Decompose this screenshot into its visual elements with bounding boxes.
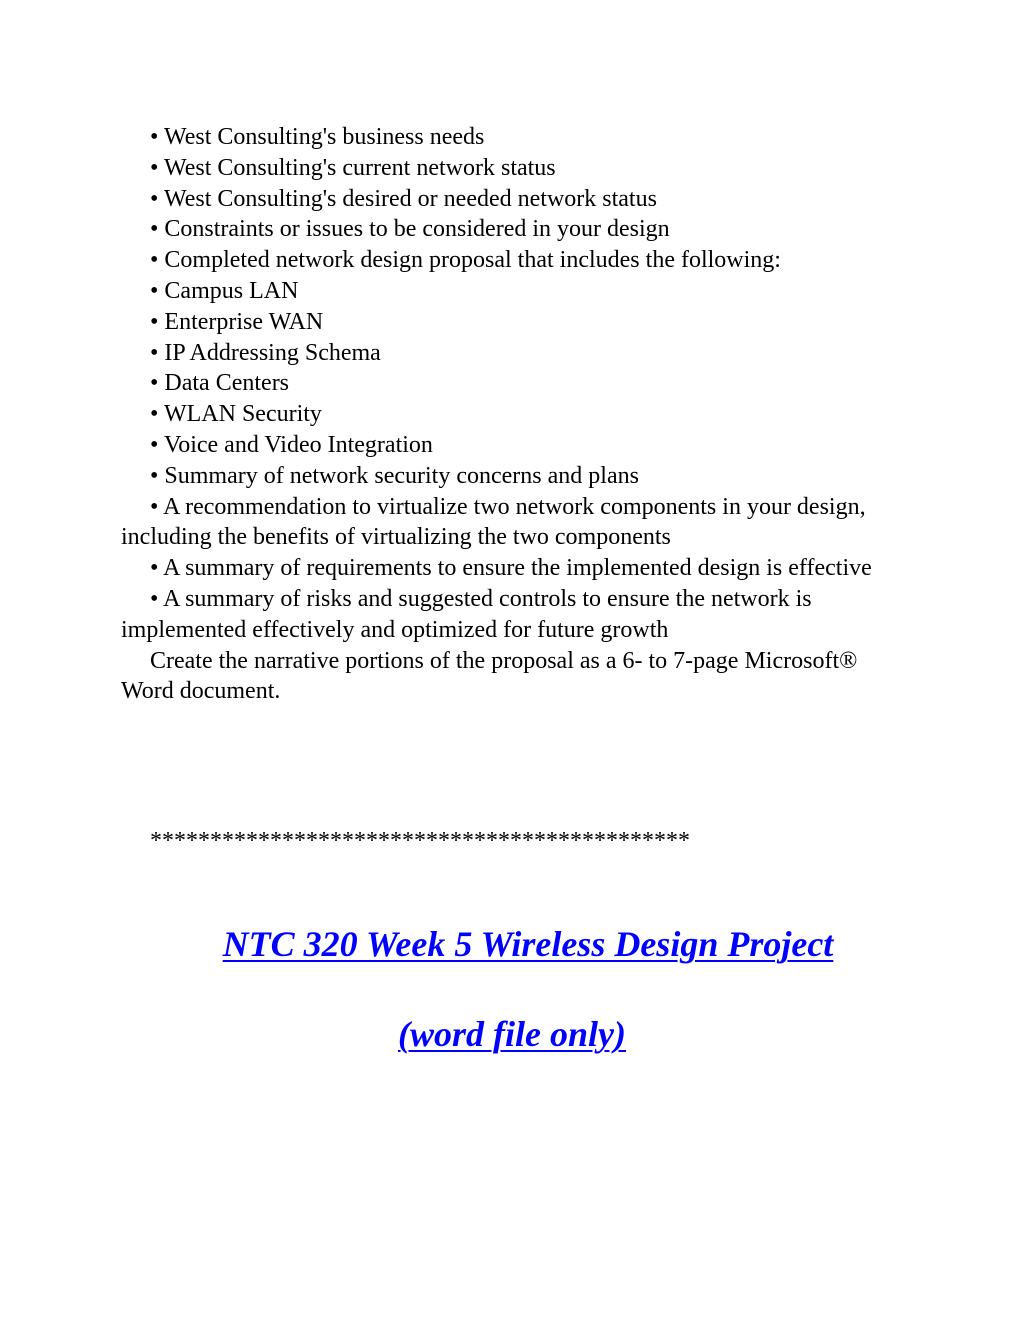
list-item: • Completed network design proposal that includes the following:	[150, 247, 781, 274]
heading-line-1	[16, 922, 1024, 966]
list-item: • IP Addressing Schema	[150, 339, 381, 366]
list-item: • West Consulting's desired or needed network status	[150, 185, 657, 212]
list-item: • Data Centers	[150, 370, 290, 397]
list-item: • West Consulting's business needs	[150, 124, 485, 150]
list-item: • A recommendation to virtualize two network components in your design, including the benefits of virtualizing the two components	[121, 493, 866, 551]
heading-line-2	[0, 1012, 1024, 1056]
list-item: • Constraints or issues to be considered in your design	[150, 216, 670, 243]
word-file-link[interactable]: (word file only)	[398, 1014, 626, 1054]
list-item: • Voice and Video Integration	[150, 431, 433, 458]
list-item: • A summary of requirements to ensure the implemented design is effective	[150, 555, 872, 582]
list-item: • Summary of network security concerns and plans	[150, 462, 639, 489]
list-item: • Enterprise WAN	[150, 308, 324, 335]
asterisk-separator: *********************************************	[150, 828, 690, 854]
product-title-link[interactable]: NTC 320 Week 5 Wireless Design Project	[222, 924, 834, 964]
list-item: • A summary of risks and suggested controls to ensure the network is implemented effectively and optimized for future growth	[121, 585, 812, 643]
instruction-paragraph: Create the narrative portions of the proposal as a 6- to 7-page Microsoft® Word document.	[121, 647, 858, 705]
list-item: • West Consulting's current network status	[150, 154, 556, 181]
requirements-list	[121, 122, 901, 707]
list-item: • Campus LAN	[150, 277, 299, 304]
list-item: • WLAN Security	[150, 401, 322, 428]
